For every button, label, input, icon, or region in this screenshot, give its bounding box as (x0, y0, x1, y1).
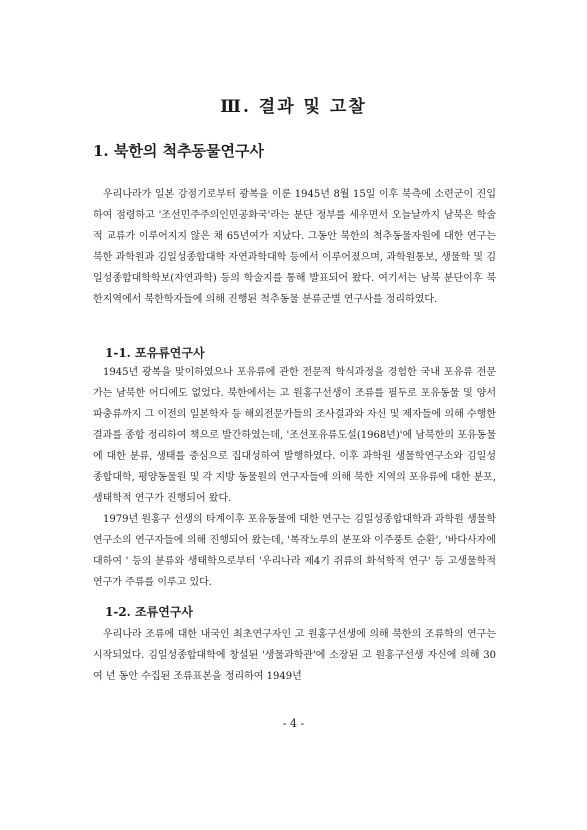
mammals-paragraph-2: 1979년 원홍구 선생의 타계이후 포유동물에 대한 연구는 김일성종합대학과 과학원 생물학연구소의 연구자들에 의해 진행되어 왔는데, '복작노루의 분포와 이주풍토 순환', '바다사자에 대하여 ' 등의 분류와 생태학으로부터 '우리나라 제4기 쥐류의 화석학적 연구' 등 고생물학적 연구가 주류를 이루고 있다. (93, 514, 496, 588)
subsection-title-birds: 1-2. 조류연구사 (105, 605, 193, 619)
subsection-title-mammals: 1-1. 포유류연구사 (105, 346, 205, 360)
section-title: 1. 북한의 척추동물연구사 (93, 142, 265, 160)
section-intro-paragraph: 우리나라가 일본 강점기로부터 광복을 이룬 1945년 8월 15일 이후 북측에 소련군이 진입하여 점령하고 '조선민주주의인민공화국'라는 분단 정부를 세우면서 오늘날까지 남북은 학술적 교류가 이루어지지 않은 채 65년여가 지났다. 그동안 북한의 척추동물자원에 대한 연구는 북한 과학원과 김일성종합대학 자연과학대학 등에서 이루어졌으며, 과학원통보, 생물학 및 김일성종합대학학보(자연과학) 등의 학술지를 통해 발표되어 왔다. 여기서는 남북 분단이후 북한지역에서 북한학자들에 의해 진행된 척추동물 분류군별 연구사를 정리하였다. (93, 189, 496, 305)
chapter-title: Ⅲ. 결과 및 고찰 (220, 97, 367, 117)
page-number: - 4 - (282, 717, 305, 730)
mammals-paragraph-1: 1945년 광복을 맞이하였으나 포유류에 관한 전문적 학식과정을 경험한 국내 포유류 전문가는 남북한 어디에도 없었다. 북한에서는 고 원홍구선생이 조류를 필두로 포유동물 및 양서파충류까지 그 이전의 일본학자 등 해외전문가들의 조사결과와 자신 및 제자들에 의해 수행한 결과를 종합 정리하여 책으로 발간하였는데, '조선포유류도설(1968년)'에 남북한의 포유동물에 대한 분류, 생태를 중심으로 집대성하여 발행하였다. 이후 과학원 생물학연구소와 김일성종합대학, 평양동물원 및 각 지방 동물원의 연구자들에 의해 북한 지역의 포유류에 대한 분포, 생태학적 연구가 진행되어 왔다. (93, 367, 496, 504)
birds-paragraph-1: 우리나라 조류에 대한 내국인 최초연구자인 고 원홍구선생에 의해 북한의 조류학의 연구는 시작되었다. 김일성종합대학에 창설된 '생물과학관'에 소장된 고 원홍구선생 자신에 의해 30여 년 동안 수집된 조류표본을 정리하여 1949년 (93, 629, 496, 682)
